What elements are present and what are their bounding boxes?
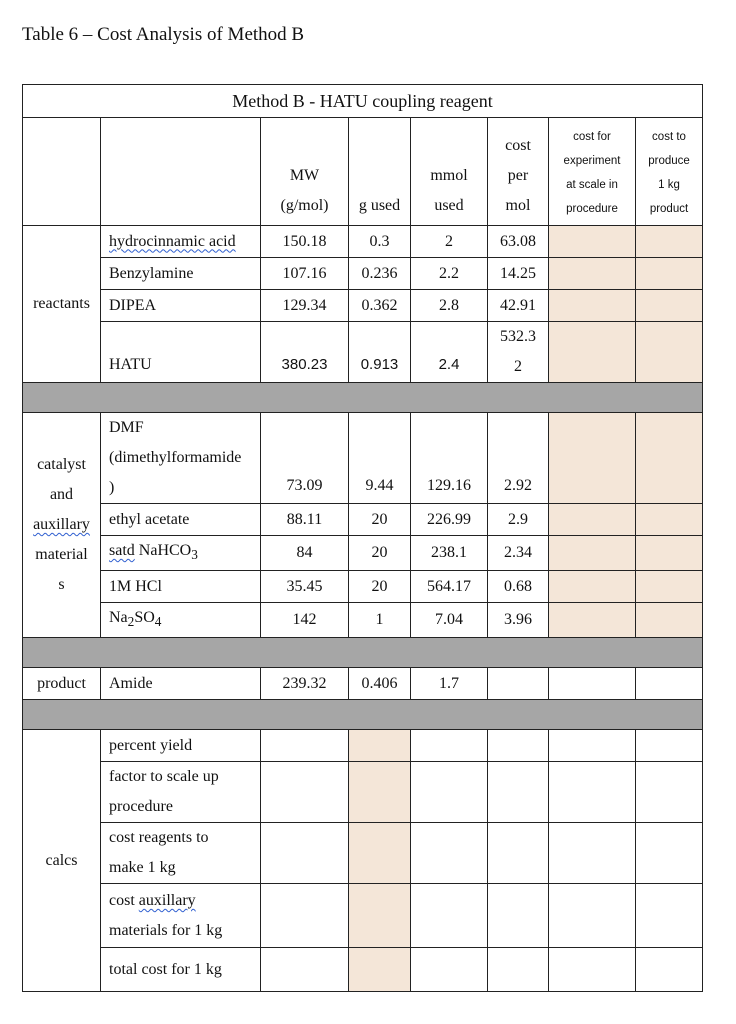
- cell-mw: 150.18: [261, 226, 349, 258]
- table-row: [23, 413, 703, 504]
- cell-g-used: 0.236: [349, 258, 411, 290]
- group-label-catalyst: catalyst and auxillary material s: [23, 413, 101, 638]
- separator-row: [23, 383, 703, 413]
- cell-shaded: [636, 571, 703, 603]
- row-name: Amide: [101, 668, 261, 700]
- cell-shaded: [636, 413, 703, 504]
- cell-empty: [261, 730, 349, 762]
- row-name: cost auxillary materials for 1 kg: [101, 884, 261, 948]
- cell-shaded: [549, 536, 636, 571]
- row-name: DMF (dimethylformamide ): [101, 413, 261, 504]
- row-name: cost reagents to make 1 kg: [101, 823, 261, 884]
- row-name: total cost for 1 kg: [101, 948, 261, 992]
- group-label-reactants: reactants: [23, 226, 101, 383]
- cell-shaded: [549, 413, 636, 504]
- table-row: [23, 226, 703, 258]
- cell-empty: [488, 762, 549, 823]
- cell-cost: 3.96: [488, 603, 549, 638]
- header-mw: MW (g/mol): [261, 118, 349, 226]
- cell-cost: 2.9: [488, 504, 549, 536]
- table-row: [23, 884, 703, 948]
- group-label-product: product: [23, 668, 101, 700]
- separator: [23, 638, 703, 668]
- cell-mmol: 7.04: [411, 603, 488, 638]
- cell-g-used: 9.44: [349, 413, 411, 504]
- cell-shaded: [549, 226, 636, 258]
- table-row: [23, 823, 703, 884]
- cell-empty: [636, 668, 703, 700]
- separator: [23, 700, 703, 730]
- cell-g-used: 0.406: [349, 668, 411, 700]
- cell-mmol: 2.2: [411, 258, 488, 290]
- cell-g-used: 20: [349, 536, 411, 571]
- row-name: satd NaHCO$_3$: [101, 536, 261, 571]
- cell-shaded: [636, 226, 703, 258]
- cell-shaded: [549, 571, 636, 603]
- table-row: [23, 762, 703, 823]
- separator-row: [23, 700, 703, 730]
- cell-shaded: [549, 603, 636, 638]
- cell-empty: [636, 823, 703, 884]
- row-name: $Na_2SO_4$: [101, 603, 261, 638]
- row-name: DIPEA: [101, 290, 261, 322]
- cell-mmol: 129.16: [411, 413, 488, 504]
- cell-shaded: [549, 322, 636, 383]
- cell-empty: [549, 730, 636, 762]
- cell-empty: [549, 823, 636, 884]
- cell-cost: 2.92: [488, 413, 549, 504]
- cell-cost: 532.3 2: [488, 322, 549, 383]
- cell-empty: [488, 948, 549, 992]
- title-row: [23, 85, 703, 118]
- cell-mmol: 564.17: [411, 571, 488, 603]
- cell-g-used: 0.3: [349, 226, 411, 258]
- cell-mw: 88.11: [261, 504, 349, 536]
- row-name: factor to scale up procedure: [101, 762, 261, 823]
- cell-mmol: 1.7: [411, 668, 488, 700]
- cell-empty: [411, 730, 488, 762]
- cell-shaded: [636, 290, 703, 322]
- cell-mw: 84: [261, 536, 349, 571]
- header-g-used: g used: [349, 118, 411, 226]
- header-cost-experiment: cost for experiment at scale in procedure: [549, 118, 636, 226]
- cell-shaded: [549, 504, 636, 536]
- table-row: [23, 668, 703, 700]
- cell-cost: 42.91: [488, 290, 549, 322]
- cell-mmol: 2.4: [411, 322, 488, 383]
- row-name: 1M HCl: [101, 571, 261, 603]
- table-row: [23, 730, 703, 762]
- cost-analysis-table: [22, 84, 703, 992]
- cell-mmol: 238.1: [411, 536, 488, 571]
- cell-g-used: 0.362: [349, 290, 411, 322]
- cell-empty: [261, 884, 349, 948]
- cell-empty: [411, 948, 488, 992]
- header-cost-per-mol: cost per mol: [488, 118, 549, 226]
- cell-empty: [488, 823, 549, 884]
- cell-cost: 2.34: [488, 536, 549, 571]
- cell-empty: [549, 884, 636, 948]
- cell-mw: 73.09: [261, 413, 349, 504]
- cell-empty: [636, 762, 703, 823]
- header-cost-1kg: cost to produce 1 kg product: [636, 118, 703, 226]
- cell-g-used: 0.913: [349, 322, 411, 383]
- cell-shaded: [549, 290, 636, 322]
- cell-shaded: [349, 884, 411, 948]
- cell-mw: 239.32: [261, 668, 349, 700]
- row-name: hydrocinnamic acid: [101, 226, 261, 258]
- table-row: [23, 571, 703, 603]
- cell-shaded: [349, 730, 411, 762]
- cell-shaded: [636, 258, 703, 290]
- cell-empty: [411, 762, 488, 823]
- cell-g-used: 1: [349, 603, 411, 638]
- cell-empty: [636, 948, 703, 992]
- table-row: [23, 322, 703, 383]
- cell-empty: [261, 762, 349, 823]
- header-empty-1: [23, 118, 101, 226]
- table-row: [23, 948, 703, 992]
- cell-empty: [636, 884, 703, 948]
- table-row: [23, 536, 703, 571]
- cell-mw: 142: [261, 603, 349, 638]
- table-row: [23, 603, 703, 638]
- cell-cost: 63.08: [488, 226, 549, 258]
- cell-cost: 0.68: [488, 571, 549, 603]
- cell-shaded: [636, 322, 703, 383]
- header-empty-2: [101, 118, 261, 226]
- cell-g-used: 20: [349, 504, 411, 536]
- cell-empty: [549, 948, 636, 992]
- cell-mmol: 226.99: [411, 504, 488, 536]
- cell-empty: [261, 823, 349, 884]
- cell-mmol: 2.8: [411, 290, 488, 322]
- row-name: Benzylamine: [101, 258, 261, 290]
- cell-mw: 107.16: [261, 258, 349, 290]
- cell-shaded: [349, 823, 411, 884]
- cell-mw: 35.45: [261, 571, 349, 603]
- group-label-calcs: calcs: [23, 730, 101, 992]
- cell-empty: [488, 668, 549, 700]
- cell-mw: 380.23: [261, 322, 349, 383]
- cell-empty: [488, 730, 549, 762]
- separator: [23, 383, 703, 413]
- cell-shaded: [636, 603, 703, 638]
- cell-mw: 129.34: [261, 290, 349, 322]
- row-name: ethyl acetate: [101, 504, 261, 536]
- cell-empty: [488, 884, 549, 948]
- cell-empty: [549, 668, 636, 700]
- table-title: Method B - HATU coupling reagent: [23, 85, 703, 118]
- cell-g-used: 20: [349, 571, 411, 603]
- cell-empty: [411, 823, 488, 884]
- cell-shaded: [349, 948, 411, 992]
- cell-cost: 14.25: [488, 258, 549, 290]
- cell-empty: [261, 948, 349, 992]
- cell-shaded: [349, 762, 411, 823]
- cell-empty: [411, 884, 488, 948]
- table-row: [23, 290, 703, 322]
- row-name: HATU: [101, 322, 261, 383]
- cell-shaded: [636, 504, 703, 536]
- header-row: [23, 118, 703, 226]
- cell-empty: [636, 730, 703, 762]
- cell-shaded: [549, 258, 636, 290]
- table-row: [23, 504, 703, 536]
- cell-shaded: [636, 536, 703, 571]
- table-row: [23, 258, 703, 290]
- table-caption: Table 6 – Cost Analysis of Method B: [22, 24, 305, 45]
- header-mmol-used: mmol used: [411, 118, 488, 226]
- cell-empty: [549, 762, 636, 823]
- cell-mmol: 2: [411, 226, 488, 258]
- separator-row: [23, 638, 703, 668]
- row-name: percent yield: [101, 730, 261, 762]
